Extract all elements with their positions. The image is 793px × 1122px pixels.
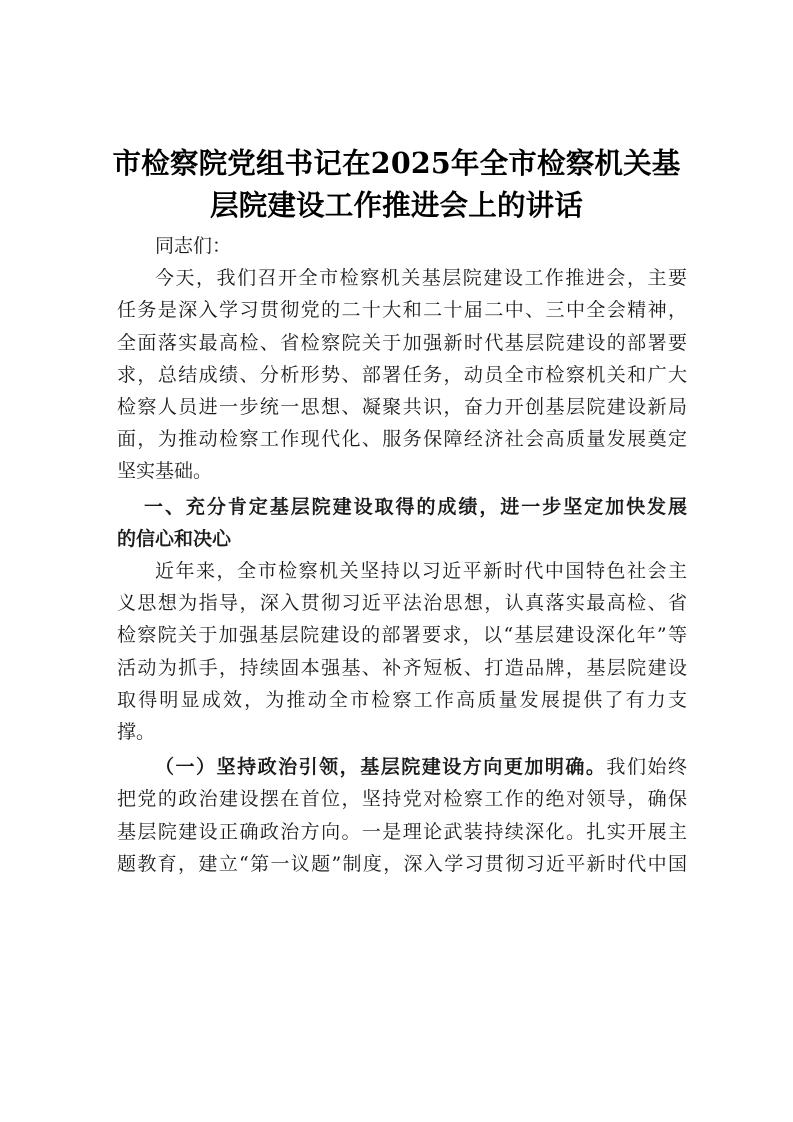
- title-line-2: 层院建设工作推进会上的讲话: [209, 188, 584, 222]
- intro-line-1: 今天，我们召开全市检察机关基层院建设工作推进会，主要: [155, 267, 687, 290]
- intro-line-6: 面，为推动检察工作现代化、服务保障经济社会高质量发展奠定: [117, 428, 687, 451]
- section-1-line-6: 撑。: [117, 721, 156, 744]
- section-1-line-5: 取得明显成效，为推动全市检察工作高质量发展提供了有力支: [117, 688, 687, 711]
- section-1-line-1: 近年来，全市检察机关坚持以习近平新时代中国特色社会主: [155, 560, 687, 583]
- subsection-1-line-1-rest: 我们始终: [606, 756, 687, 779]
- intro-line-3: 全面落实最高检、省检察院关于加强新时代基层院建设的部署要: [117, 331, 687, 354]
- title-line-1: 市检察院党组书记在2025年全市检察机关基: [112, 146, 681, 180]
- greeting: [117, 230, 687, 262]
- section-1-line-2: 义思想为指导，深入贯彻习近平法治思想，认真落实最高检、省: [117, 592, 687, 615]
- intro-line-2: 任务是深入学习贯彻党的二十大和二十届二中、三中全会精神，: [117, 299, 687, 322]
- section-1-heading-line-1: 一、充分肯定基层院建设取得的成绩，进一步坚定加快发展: [144, 495, 687, 518]
- greeting-text: 同志们：: [155, 235, 232, 257]
- subsection-1-bold-lead: （一）坚持政治引领，基层院建设方向更加明确。: [155, 756, 607, 779]
- subsection-1-line-3: 基层院建设正确政治方向。一是理论武装持续深化。扎实开展主: [117, 820, 687, 843]
- subsection-1-line-1: [117, 751, 687, 783]
- section-1-line-3: 检察院关于加强基层院建设的部署要求，以“基层建设深化年”等: [117, 624, 687, 647]
- document-body: [117, 230, 687, 880]
- section-1-line-4: 活动为抓手，持续固本强基、补齐短板、打造品牌，基层院建设: [117, 656, 687, 679]
- subsection-1-line-4: 题教育，建立“第一议题”制度，深入学习贯彻习近平新时代中国: [117, 852, 687, 875]
- intro-line-7: 坚实基础。: [117, 460, 213, 483]
- subsection-1-paragraph: [117, 751, 687, 880]
- document-title: [100, 142, 693, 226]
- section-1-heading: [117, 491, 687, 555]
- intro-line-5: 检察人员进一步统一思想、凝聚共识，奋力开创基层院建设新局: [117, 396, 687, 419]
- subsection-1-line-2: 把党的政治建设摆在首位，坚持党对检察工作的绝对领导，确保: [117, 788, 687, 811]
- intro-paragraph: [117, 262, 687, 487]
- section-1-heading-line-2: 的信心和决心: [117, 527, 232, 550]
- intro-line-4: 求，总结成绩、分析形势、部署任务，动员全市检察机关和广大: [117, 363, 687, 386]
- section-1-paragraph: [117, 555, 687, 748]
